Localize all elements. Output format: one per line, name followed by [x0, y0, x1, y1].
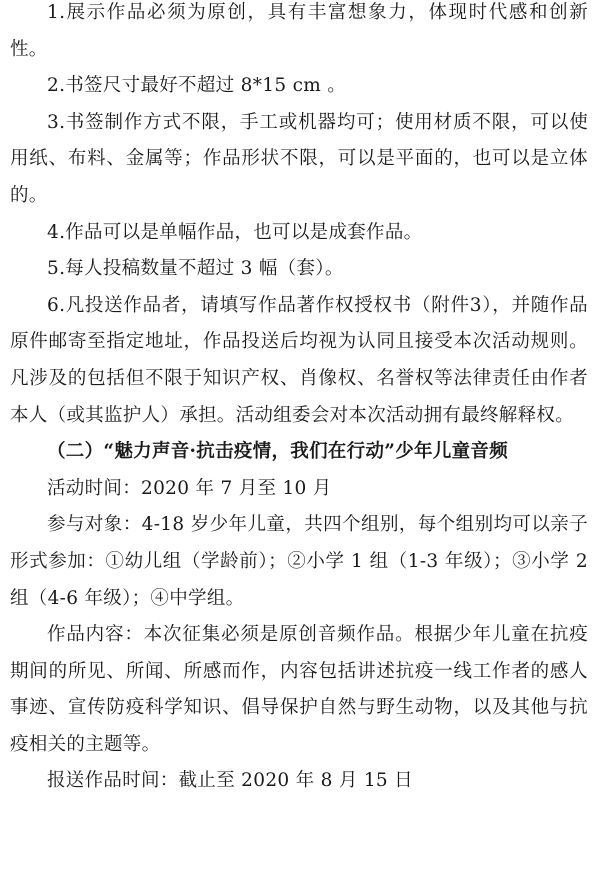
rule-production-method: 3.书签制作方式不限，手工或机器均可；使用材质不限，可以使用纸、布料、金属等；作品形状不限，可以是平面的，也可以是立体的。 — [10, 111, 588, 206]
activity-time: 活动时间：2020 年 7 月至 10 月 — [47, 477, 332, 499]
rule-bookmark-size: 2.书签尺寸最好不超过 8*15 cm 。 — [47, 75, 347, 97]
rule-submission-limit: 5.每人投稿数量不超过 3 幅（套）。 — [47, 258, 344, 280]
rule-originality: 1.展示作品必须为原创，具有丰富想象力，体现时代感和创新性。 — [10, 2, 588, 60]
work-content: 作品内容：本次征集必须是原创音频作品。根据少年儿童在抗疫期间的所见、所闻、所感而作，内容包括讲述抗疫一线工作者的感人事迹、宣传防疫科学知识、倡导保护自然与野生动物，以及其他与抗疫相关的主题等。 — [10, 624, 588, 755]
submission-deadline: 报送作品时间：截止至 2020 年 8 月 15 日 — [47, 770, 413, 792]
rule-copyright: 6.凡投送作品者，请填写作品著作权授权书（附件3），并随作品原件邮寄至指定地址，作品投送后均视为认同且接受本次活动规则。凡涉及的包括但不限于知识产权、肖像权、名誉权等法律责任由作者本人（或其监护人）承担。活动组委会对本次活动拥有最终解释权。 — [10, 294, 588, 426]
participants: 参与对象：4-18 岁少年儿童，共四个组别，每个组别均可以亲子形式参加：①幼儿组（学龄前）；②小学 1 组（1-3 年级）；③小学 2 组（4-6 年级）；④中学组。 — [10, 514, 588, 609]
rule-single-or-set: 4.作品可以是单幅作品，也可以是成套作品。 — [47, 221, 423, 243]
section-heading-audio: （二）“魅力声音·抗击疫情，我们在行动”少年儿童音频 — [47, 441, 509, 463]
